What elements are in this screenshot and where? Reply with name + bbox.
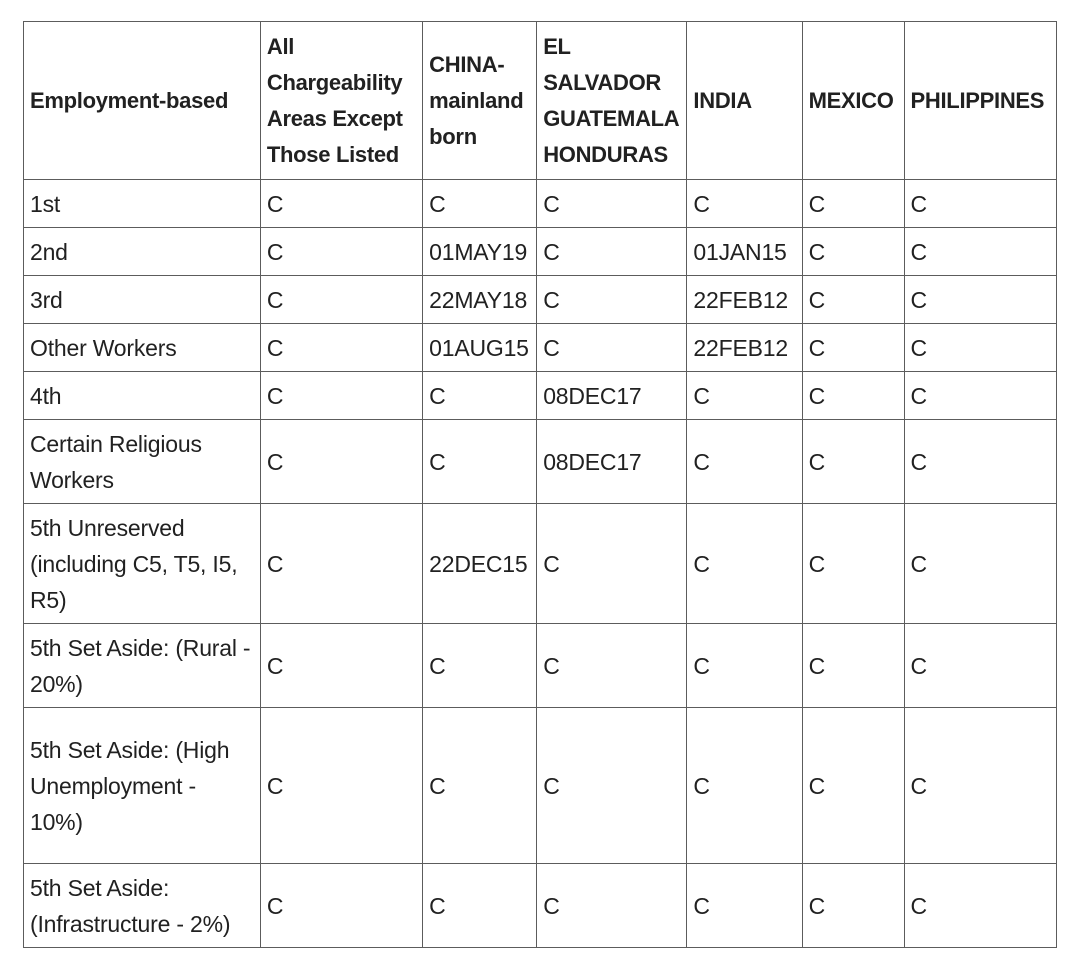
cell-india: C xyxy=(687,624,802,708)
table-header-row xyxy=(24,22,1057,180)
row-label: Certain Religious Workers xyxy=(24,420,261,504)
cell-philippines: C xyxy=(904,180,1056,228)
cell-india: C xyxy=(687,420,802,504)
cell-china: C xyxy=(423,180,537,228)
table-row xyxy=(24,372,1057,420)
row-label: 5th Set Aside: (Infrastructure - 2%) xyxy=(24,864,261,948)
row-label: 5th Set Aside: (High Unemployment - 10%) xyxy=(24,708,261,864)
table-row xyxy=(24,708,1057,864)
cell-el-salvador: C xyxy=(537,504,687,624)
cell-all-chargeability: C xyxy=(260,624,422,708)
row-label: Other Workers xyxy=(24,324,261,372)
header-employment-based: Employment-based xyxy=(24,22,261,180)
cell-india: C xyxy=(687,864,802,948)
cell-philippines: C xyxy=(904,276,1056,324)
table-row xyxy=(24,228,1057,276)
cell-china: C xyxy=(423,372,537,420)
cell-el-salvador: C xyxy=(537,864,687,948)
cell-all-chargeability: C xyxy=(260,228,422,276)
cell-china: C xyxy=(423,708,537,864)
cell-china: C xyxy=(423,624,537,708)
cell-all-chargeability: C xyxy=(260,372,422,420)
cell-philippines: C xyxy=(904,420,1056,504)
cell-mexico: C xyxy=(802,372,904,420)
cell-india: 22FEB12 xyxy=(687,276,802,324)
cell-mexico: C xyxy=(802,504,904,624)
row-label: 4th xyxy=(24,372,261,420)
cell-all-chargeability: C xyxy=(260,708,422,864)
table-row xyxy=(24,420,1057,504)
cell-india: C xyxy=(687,708,802,864)
visa-bulletin-table-container xyxy=(23,21,1057,948)
cell-mexico: C xyxy=(802,180,904,228)
cell-mexico: C xyxy=(802,324,904,372)
cell-el-salvador: 08DEC17 xyxy=(537,372,687,420)
cell-china: C xyxy=(423,864,537,948)
cell-philippines: C xyxy=(904,228,1056,276)
cell-mexico: C xyxy=(802,864,904,948)
cell-india: 01JAN15 xyxy=(687,228,802,276)
header-india: INDIA xyxy=(687,22,802,180)
cell-mexico: C xyxy=(802,420,904,504)
cell-china: 22DEC15 xyxy=(423,504,537,624)
row-label: 3rd xyxy=(24,276,261,324)
table-row xyxy=(24,324,1057,372)
table-row xyxy=(24,624,1057,708)
table-row xyxy=(24,864,1057,948)
cell-el-salvador: C xyxy=(537,708,687,864)
cell-philippines: C xyxy=(904,504,1056,624)
table-row xyxy=(24,180,1057,228)
cell-all-chargeability: C xyxy=(260,324,422,372)
header-all-chargeability: All Chargeability Areas Except Those Listed xyxy=(260,22,422,180)
cell-mexico: C xyxy=(802,624,904,708)
cell-philippines: C xyxy=(904,708,1056,864)
cell-china: C xyxy=(423,420,537,504)
cell-china: 22MAY18 xyxy=(423,276,537,324)
cell-mexico: C xyxy=(802,708,904,864)
cell-el-salvador: C xyxy=(537,624,687,708)
cell-all-chargeability: C xyxy=(260,180,422,228)
table-row xyxy=(24,276,1057,324)
cell-india: C xyxy=(687,504,802,624)
cell-philippines: C xyxy=(904,324,1056,372)
cell-china: 01MAY19 xyxy=(423,228,537,276)
cell-china: 01AUG15 xyxy=(423,324,537,372)
cell-philippines: C xyxy=(904,372,1056,420)
visa-bulletin-table xyxy=(23,21,1057,948)
cell-all-chargeability: C xyxy=(260,276,422,324)
cell-el-salvador: C xyxy=(537,324,687,372)
row-label: 5th Set Aside: (Rural - 20%) xyxy=(24,624,261,708)
cell-mexico: C xyxy=(802,276,904,324)
row-label: 2nd xyxy=(24,228,261,276)
cell-el-salvador: C xyxy=(537,276,687,324)
header-mexico: MEXICO xyxy=(802,22,904,180)
cell-india: 22FEB12 xyxy=(687,324,802,372)
cell-mexico: C xyxy=(802,228,904,276)
cell-all-chargeability: C xyxy=(260,864,422,948)
header-philippines: PHILIPPINES xyxy=(904,22,1056,180)
cell-el-salvador: C xyxy=(537,228,687,276)
row-label: 1st xyxy=(24,180,261,228)
cell-philippines: C xyxy=(904,864,1056,948)
cell-india: C xyxy=(687,180,802,228)
cell-india: C xyxy=(687,372,802,420)
header-el-salvador-guatemala-honduras: EL SALVADOR GUATEMALA HONDURAS xyxy=(537,22,687,180)
table-row xyxy=(24,504,1057,624)
row-label: 5th Unreserved (including C5, T5, I5, R5) xyxy=(24,504,261,624)
cell-all-chargeability: C xyxy=(260,420,422,504)
cell-el-salvador: 08DEC17 xyxy=(537,420,687,504)
cell-el-salvador: C xyxy=(537,180,687,228)
cell-philippines: C xyxy=(904,624,1056,708)
header-china: CHINA-mainland born xyxy=(423,22,537,180)
cell-all-chargeability: C xyxy=(260,504,422,624)
